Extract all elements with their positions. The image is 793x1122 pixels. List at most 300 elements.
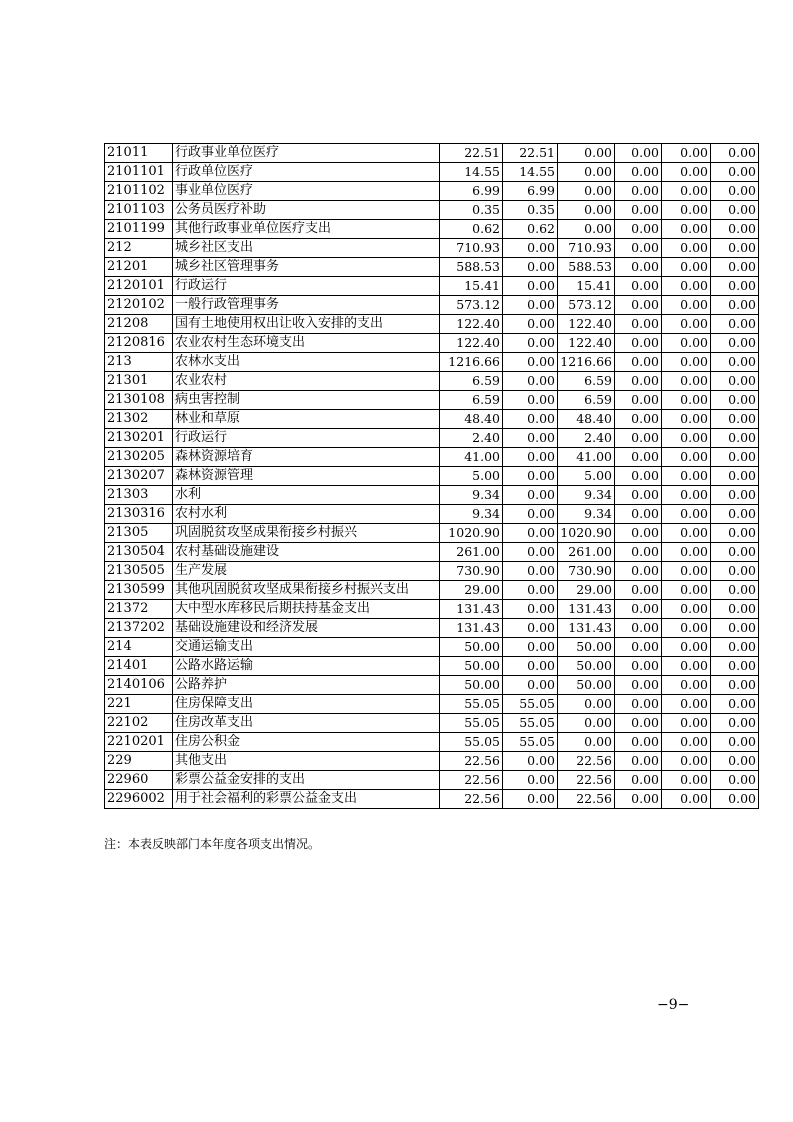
row-basic-expenditure: 0.00: [503, 410, 558, 429]
row-code: 22960: [105, 771, 173, 790]
row-code: 2101102: [105, 182, 173, 201]
row-project-expenditure: 0.00: [558, 201, 615, 220]
row-project-expenditure: 122.40: [558, 334, 615, 353]
row-project-expenditure: 131.43: [558, 600, 615, 619]
table-row: [105, 505, 759, 524]
row-name: 用于社会福利的彩票公益金支出: [173, 790, 440, 809]
row-other-expenditure-c: 0.00: [711, 714, 759, 733]
row-project-expenditure: 710.93: [558, 239, 615, 258]
row-name: 农业农村生态环境支出: [173, 334, 440, 353]
row-other-expenditure-a: 0.00: [615, 201, 662, 220]
row-project-expenditure: 573.12: [558, 296, 615, 315]
row-other-expenditure-b: 0.00: [662, 581, 711, 600]
table-row: [105, 790, 759, 809]
row-other-expenditure-c: 0.00: [711, 581, 759, 600]
row-basic-expenditure: 0.00: [503, 353, 558, 372]
row-other-expenditure-c: 0.00: [711, 372, 759, 391]
row-other-expenditure-c: 0.00: [711, 505, 759, 524]
row-project-expenditure: 122.40: [558, 315, 615, 334]
row-other-expenditure-c: 0.00: [711, 600, 759, 619]
row-other-expenditure-c: 0.00: [711, 467, 759, 486]
row-name: 行政事业单位医疗: [173, 144, 440, 163]
row-name: 其他巩固脱贫攻坚成果衔接乡村振兴支出: [173, 581, 440, 600]
row-basic-expenditure: 0.00: [503, 372, 558, 391]
row-other-expenditure-b: 0.00: [662, 220, 711, 239]
row-basic-expenditure: 55.05: [503, 695, 558, 714]
row-name: 公路养护: [173, 676, 440, 695]
row-total: 15.41: [440, 277, 503, 296]
row-basic-expenditure: 0.00: [503, 619, 558, 638]
row-project-expenditure: 0.00: [558, 182, 615, 201]
row-other-expenditure-b: 0.00: [662, 505, 711, 524]
row-basic-expenditure: 0.00: [503, 467, 558, 486]
row-code: 2210201: [105, 733, 173, 752]
row-name: 国有土地使用权出让收入安排的支出: [173, 315, 440, 334]
row-other-expenditure-c: 0.00: [711, 410, 759, 429]
table-row: [105, 334, 759, 353]
row-other-expenditure-b: 0.00: [662, 695, 711, 714]
row-total: 5.00: [440, 467, 503, 486]
row-other-expenditure-a: 0.00: [615, 600, 662, 619]
row-other-expenditure-a: 0.00: [615, 163, 662, 182]
row-name: 农林水支出: [173, 353, 440, 372]
row-other-expenditure-b: 0.00: [662, 296, 711, 315]
row-other-expenditure-c: 0.00: [711, 676, 759, 695]
row-code: 2130207: [105, 467, 173, 486]
expenditure-table: [104, 143, 759, 809]
row-other-expenditure-b: 0.00: [662, 277, 711, 296]
page-number: −9−: [657, 997, 690, 1013]
row-basic-expenditure: 0.00: [503, 638, 558, 657]
row-other-expenditure-b: 0.00: [662, 258, 711, 277]
row-basic-expenditure: 0.35: [503, 201, 558, 220]
row-other-expenditure-c: 0.00: [711, 144, 759, 163]
row-project-expenditure: 0.00: [558, 220, 615, 239]
row-code: 229: [105, 752, 173, 771]
row-code: 213: [105, 353, 173, 372]
row-project-expenditure: 5.00: [558, 467, 615, 486]
row-other-expenditure-a: 0.00: [615, 296, 662, 315]
row-basic-expenditure: 0.00: [503, 258, 558, 277]
row-code: 21401: [105, 657, 173, 676]
row-project-expenditure: 1216.66: [558, 353, 615, 372]
row-basic-expenditure: 6.99: [503, 182, 558, 201]
row-other-expenditure-a: 0.00: [615, 657, 662, 676]
table-row: [105, 391, 759, 410]
table-row: [105, 638, 759, 657]
table-row: [105, 239, 759, 258]
row-other-expenditure-c: 0.00: [711, 695, 759, 714]
row-other-expenditure-a: 0.00: [615, 334, 662, 353]
row-other-expenditure-c: 0.00: [711, 182, 759, 201]
table-row: [105, 695, 759, 714]
table-row: [105, 277, 759, 296]
row-other-expenditure-a: 0.00: [615, 277, 662, 296]
row-total: 730.90: [440, 562, 503, 581]
table-row: [105, 752, 759, 771]
row-other-expenditure-b: 0.00: [662, 638, 711, 657]
table-row: [105, 163, 759, 182]
row-basic-expenditure: 0.00: [503, 315, 558, 334]
row-basic-expenditure: 0.00: [503, 600, 558, 619]
row-name: 行政单位医疗: [173, 163, 440, 182]
row-total: 1020.90: [440, 524, 503, 543]
table-row: [105, 771, 759, 790]
row-other-expenditure-b: 0.00: [662, 391, 711, 410]
row-code: 21372: [105, 600, 173, 619]
row-name: 行政运行: [173, 429, 440, 448]
row-code: 2120101: [105, 277, 173, 296]
row-code: 2101101: [105, 163, 173, 182]
table-row: [105, 467, 759, 486]
row-other-expenditure-c: 0.00: [711, 657, 759, 676]
row-other-expenditure-b: 0.00: [662, 163, 711, 182]
row-basic-expenditure: 0.00: [503, 429, 558, 448]
row-other-expenditure-a: 0.00: [615, 315, 662, 334]
row-other-expenditure-c: 0.00: [711, 353, 759, 372]
row-basic-expenditure: 0.00: [503, 391, 558, 410]
row-project-expenditure: 1020.90: [558, 524, 615, 543]
row-other-expenditure-a: 0.00: [615, 182, 662, 201]
row-other-expenditure-b: 0.00: [662, 524, 711, 543]
row-other-expenditure-a: 0.00: [615, 448, 662, 467]
row-basic-expenditure: 55.05: [503, 714, 558, 733]
row-other-expenditure-b: 0.00: [662, 600, 711, 619]
row-name: 其他行政事业单位医疗支出: [173, 220, 440, 239]
row-project-expenditure: 261.00: [558, 543, 615, 562]
row-total: 0.35: [440, 201, 503, 220]
row-basic-expenditure: 0.00: [503, 524, 558, 543]
row-other-expenditure-b: 0.00: [662, 182, 711, 201]
row-other-expenditure-b: 0.00: [662, 752, 711, 771]
row-other-expenditure-c: 0.00: [711, 258, 759, 277]
table-row: [105, 220, 759, 239]
row-other-expenditure-c: 0.00: [711, 239, 759, 258]
table-row: [105, 543, 759, 562]
table-row: [105, 410, 759, 429]
row-other-expenditure-c: 0.00: [711, 543, 759, 562]
row-other-expenditure-b: 0.00: [662, 448, 711, 467]
row-code: 212: [105, 239, 173, 258]
table-row: [105, 581, 759, 600]
row-project-expenditure: 50.00: [558, 638, 615, 657]
row-project-expenditure: 0.00: [558, 714, 615, 733]
row-other-expenditure-c: 0.00: [711, 638, 759, 657]
row-other-expenditure-b: 0.00: [662, 543, 711, 562]
row-other-expenditure-b: 0.00: [662, 486, 711, 505]
table-row: [105, 676, 759, 695]
row-other-expenditure-b: 0.00: [662, 771, 711, 790]
row-basic-expenditure: 0.00: [503, 448, 558, 467]
row-code: 214: [105, 638, 173, 657]
row-other-expenditure-a: 0.00: [615, 695, 662, 714]
table-row: [105, 733, 759, 752]
table-row: [105, 258, 759, 277]
row-total: 55.05: [440, 733, 503, 752]
row-total: 6.59: [440, 391, 503, 410]
row-basic-expenditure: 0.00: [503, 562, 558, 581]
row-project-expenditure: 0.00: [558, 144, 615, 163]
row-code: 2137202: [105, 619, 173, 638]
row-other-expenditure-b: 0.00: [662, 657, 711, 676]
row-code: 21302: [105, 410, 173, 429]
row-total: 22.56: [440, 752, 503, 771]
row-other-expenditure-c: 0.00: [711, 220, 759, 239]
row-other-expenditure-a: 0.00: [615, 429, 662, 448]
row-other-expenditure-a: 0.00: [615, 733, 662, 752]
row-name: 农业农村: [173, 372, 440, 391]
row-code: 2101103: [105, 201, 173, 220]
row-project-expenditure: 41.00: [558, 448, 615, 467]
row-project-expenditure: 6.59: [558, 372, 615, 391]
row-code: 221: [105, 695, 173, 714]
row-other-expenditure-c: 0.00: [711, 771, 759, 790]
row-total: 9.34: [440, 486, 503, 505]
row-project-expenditure: 588.53: [558, 258, 615, 277]
row-other-expenditure-a: 0.00: [615, 239, 662, 258]
row-code: 21208: [105, 315, 173, 334]
row-total: 6.59: [440, 372, 503, 391]
row-name: 一般行政管理事务: [173, 296, 440, 315]
row-total: 131.43: [440, 600, 503, 619]
row-other-expenditure-a: 0.00: [615, 258, 662, 277]
row-name: 彩票公益金安排的支出: [173, 771, 440, 790]
row-basic-expenditure: 0.00: [503, 543, 558, 562]
row-project-expenditure: 0.00: [558, 695, 615, 714]
row-basic-expenditure: 0.00: [503, 505, 558, 524]
row-total: 41.00: [440, 448, 503, 467]
row-total: 50.00: [440, 638, 503, 657]
row-total: 50.00: [440, 657, 503, 676]
row-total: 55.05: [440, 695, 503, 714]
row-total: 573.12: [440, 296, 503, 315]
row-basic-expenditure: 0.00: [503, 752, 558, 771]
row-code: 2130599: [105, 581, 173, 600]
row-other-expenditure-c: 0.00: [711, 296, 759, 315]
row-other-expenditure-a: 0.00: [615, 486, 662, 505]
row-total: 261.00: [440, 543, 503, 562]
row-total: 55.05: [440, 714, 503, 733]
row-name: 行政运行: [173, 277, 440, 296]
row-code: 2120102: [105, 296, 173, 315]
row-name: 住房公积金: [173, 733, 440, 752]
row-basic-expenditure: 0.00: [503, 486, 558, 505]
row-project-expenditure: 0.00: [558, 163, 615, 182]
table-row: [105, 372, 759, 391]
row-basic-expenditure: 0.62: [503, 220, 558, 239]
row-other-expenditure-a: 0.00: [615, 619, 662, 638]
row-name: 生产发展: [173, 562, 440, 581]
row-other-expenditure-b: 0.00: [662, 467, 711, 486]
row-other-expenditure-b: 0.00: [662, 201, 711, 220]
row-total: 710.93: [440, 239, 503, 258]
row-code: 2130505: [105, 562, 173, 581]
row-project-expenditure: 15.41: [558, 277, 615, 296]
row-other-expenditure-b: 0.00: [662, 733, 711, 752]
row-other-expenditure-b: 0.00: [662, 372, 711, 391]
row-other-expenditure-a: 0.00: [615, 562, 662, 581]
row-total: 22.56: [440, 771, 503, 790]
row-other-expenditure-c: 0.00: [711, 429, 759, 448]
row-other-expenditure-c: 0.00: [711, 619, 759, 638]
row-name: 农村基础设施建设: [173, 543, 440, 562]
table-row: [105, 429, 759, 448]
row-other-expenditure-b: 0.00: [662, 410, 711, 429]
row-project-expenditure: 22.56: [558, 790, 615, 809]
row-code: 2140106: [105, 676, 173, 695]
row-name: 巩固脱贫攻坚成果衔接乡村振兴: [173, 524, 440, 543]
row-basic-expenditure: 0.00: [503, 239, 558, 258]
row-basic-expenditure: 0.00: [503, 771, 558, 790]
row-name: 公路水路运输: [173, 657, 440, 676]
row-name: 住房改革支出: [173, 714, 440, 733]
row-other-expenditure-a: 0.00: [615, 771, 662, 790]
row-basic-expenditure: 0.00: [503, 581, 558, 600]
table-row: [105, 619, 759, 638]
row-code: 2130201: [105, 429, 173, 448]
row-project-expenditure: 9.34: [558, 505, 615, 524]
row-code: 2130316: [105, 505, 173, 524]
row-other-expenditure-c: 0.00: [711, 391, 759, 410]
row-total: 122.40: [440, 334, 503, 353]
row-other-expenditure-c: 0.00: [711, 201, 759, 220]
row-basic-expenditure: 0.00: [503, 334, 558, 353]
row-code: 21011: [105, 144, 173, 163]
row-name: 城乡社区支出: [173, 239, 440, 258]
row-name: 森林资源培育: [173, 448, 440, 467]
row-other-expenditure-a: 0.00: [615, 543, 662, 562]
row-other-expenditure-a: 0.00: [615, 220, 662, 239]
row-name: 事业单位医疗: [173, 182, 440, 201]
row-basic-expenditure: 55.05: [503, 733, 558, 752]
table-note: 注：本表反映部门本年度各项支出情况。: [104, 837, 321, 851]
row-basic-expenditure: 22.51: [503, 144, 558, 163]
table-row: [105, 296, 759, 315]
row-other-expenditure-c: 0.00: [711, 163, 759, 182]
table-row: [105, 562, 759, 581]
row-total: 14.55: [440, 163, 503, 182]
table-row: [105, 315, 759, 334]
row-other-expenditure-b: 0.00: [662, 790, 711, 809]
row-basic-expenditure: 0.00: [503, 657, 558, 676]
row-code: 21301: [105, 372, 173, 391]
row-other-expenditure-c: 0.00: [711, 562, 759, 581]
row-other-expenditure-a: 0.00: [615, 391, 662, 410]
row-code: 2296002: [105, 790, 173, 809]
row-other-expenditure-a: 0.00: [615, 676, 662, 695]
row-total: 29.00: [440, 581, 503, 600]
row-name: 病虫害控制: [173, 391, 440, 410]
row-total: 588.53: [440, 258, 503, 277]
row-project-expenditure: 50.00: [558, 676, 615, 695]
table-row: [105, 448, 759, 467]
row-other-expenditure-a: 0.00: [615, 752, 662, 771]
row-project-expenditure: 131.43: [558, 619, 615, 638]
table-row: [105, 201, 759, 220]
row-other-expenditure-c: 0.00: [711, 524, 759, 543]
row-total: 22.56: [440, 790, 503, 809]
row-other-expenditure-a: 0.00: [615, 524, 662, 543]
row-total: 6.99: [440, 182, 503, 201]
row-other-expenditure-a: 0.00: [615, 467, 662, 486]
row-other-expenditure-c: 0.00: [711, 448, 759, 467]
row-other-expenditure-a: 0.00: [615, 790, 662, 809]
row-code: 2120816: [105, 334, 173, 353]
row-code: 21303: [105, 486, 173, 505]
row-other-expenditure-c: 0.00: [711, 733, 759, 752]
row-code: 2101199: [105, 220, 173, 239]
row-other-expenditure-a: 0.00: [615, 581, 662, 600]
row-other-expenditure-a: 0.00: [615, 505, 662, 524]
row-name: 其他支出: [173, 752, 440, 771]
row-code: 21201: [105, 258, 173, 277]
row-other-expenditure-b: 0.00: [662, 239, 711, 258]
row-basic-expenditure: 0.00: [503, 296, 558, 315]
row-other-expenditure-b: 0.00: [662, 714, 711, 733]
row-other-expenditure-c: 0.00: [711, 277, 759, 296]
table-body: [105, 144, 759, 809]
row-other-expenditure-c: 0.00: [711, 790, 759, 809]
row-other-expenditure-b: 0.00: [662, 676, 711, 695]
table-row: [105, 524, 759, 543]
table-row: [105, 657, 759, 676]
row-project-expenditure: 48.40: [558, 410, 615, 429]
row-other-expenditure-a: 0.00: [615, 638, 662, 657]
row-name: 住房保障支出: [173, 695, 440, 714]
row-other-expenditure-c: 0.00: [711, 486, 759, 505]
table-row: [105, 600, 759, 619]
row-other-expenditure-b: 0.00: [662, 144, 711, 163]
row-total: 48.40: [440, 410, 503, 429]
row-basic-expenditure: 0.00: [503, 676, 558, 695]
row-other-expenditure-b: 0.00: [662, 429, 711, 448]
table-row: [105, 182, 759, 201]
row-other-expenditure-a: 0.00: [615, 353, 662, 372]
table-row: [105, 714, 759, 733]
row-other-expenditure-a: 0.00: [615, 144, 662, 163]
row-other-expenditure-b: 0.00: [662, 353, 711, 372]
table-row: [105, 144, 759, 163]
row-project-expenditure: 6.59: [558, 391, 615, 410]
row-basic-expenditure: 14.55: [503, 163, 558, 182]
row-name: 交通运输支出: [173, 638, 440, 657]
row-other-expenditure-b: 0.00: [662, 562, 711, 581]
row-project-expenditure: 730.90: [558, 562, 615, 581]
row-other-expenditure-a: 0.00: [615, 410, 662, 429]
row-total: 0.62: [440, 220, 503, 239]
row-name: 森林资源管理: [173, 467, 440, 486]
row-project-expenditure: 2.40: [558, 429, 615, 448]
row-other-expenditure-a: 0.00: [615, 372, 662, 391]
row-project-expenditure: 22.56: [558, 752, 615, 771]
row-other-expenditure-a: 0.00: [615, 714, 662, 733]
row-code: 2130504: [105, 543, 173, 562]
table-row: [105, 353, 759, 372]
row-name: 农村水利: [173, 505, 440, 524]
row-project-expenditure: 29.00: [558, 581, 615, 600]
row-total: 2.40: [440, 429, 503, 448]
table-row: [105, 486, 759, 505]
row-project-expenditure: 22.56: [558, 771, 615, 790]
row-name: 公务员医疗补助: [173, 201, 440, 220]
row-total: 9.34: [440, 505, 503, 524]
row-project-expenditure: 9.34: [558, 486, 615, 505]
row-project-expenditure: 50.00: [558, 657, 615, 676]
row-name: 大中型水库移民后期扶持基金支出: [173, 600, 440, 619]
row-total: 122.40: [440, 315, 503, 334]
row-total: 22.51: [440, 144, 503, 163]
row-total: 131.43: [440, 619, 503, 638]
